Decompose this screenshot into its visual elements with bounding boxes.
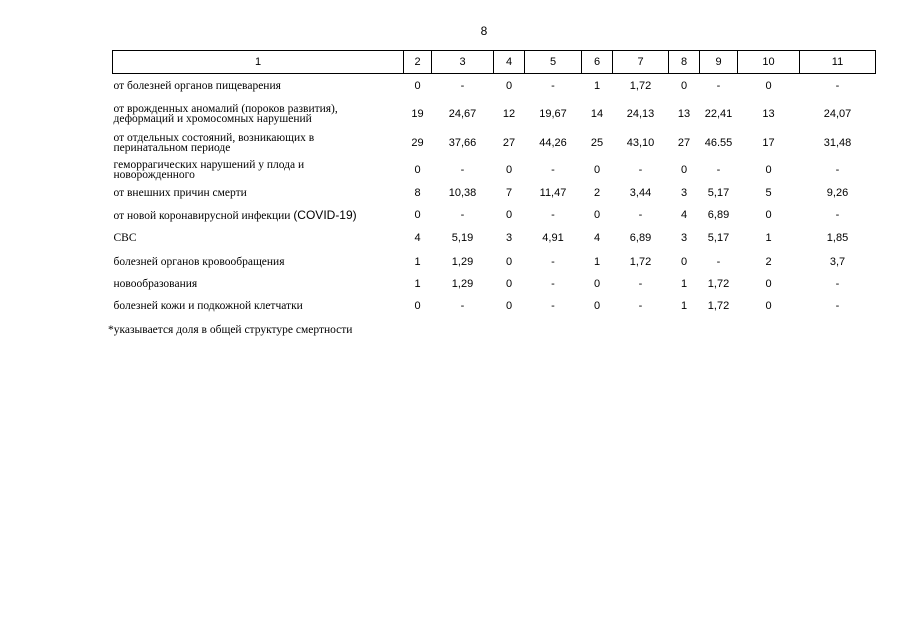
cell-col-4: 12 xyxy=(502,107,516,120)
row-label xyxy=(113,99,404,129)
cell-col-8: 3 xyxy=(680,232,688,244)
cell-col-2: 0 xyxy=(414,80,421,93)
cell-col-9: 5,17 xyxy=(707,187,730,199)
cell-col-8: 13 xyxy=(677,107,691,120)
cell-col-7: 3,44 xyxy=(629,187,652,199)
cell-col-11: - xyxy=(835,277,840,290)
cell-col-4: 0 xyxy=(505,300,513,312)
cell-col-6: 4 xyxy=(593,232,601,244)
cell-col-3: - xyxy=(460,300,465,312)
row-label xyxy=(113,226,404,251)
column-header-3: 3 xyxy=(432,51,494,74)
cell-col-10: 0 xyxy=(765,163,772,176)
cell-col-11: - xyxy=(835,300,840,312)
cell-col-2: 19 xyxy=(411,107,424,120)
cell-col-5: - xyxy=(551,277,555,290)
cell-col-11: - xyxy=(835,209,840,221)
cell-col-10: 0 xyxy=(765,80,772,93)
cell-col-9: 5,17 xyxy=(707,232,730,244)
cell-col-8: 0 xyxy=(680,80,688,93)
cell-col-5: - xyxy=(551,255,555,268)
table-row xyxy=(113,226,876,251)
cell-col-11: 24,07 xyxy=(823,107,852,120)
column-header-9: 9 xyxy=(700,51,738,74)
row-label-line: болезней кожи и подкожной клетчатки xyxy=(113,300,303,312)
cell-col-2: 0 xyxy=(414,209,421,221)
cell-col-6: 1 xyxy=(593,255,601,268)
column-header-10: 10 xyxy=(738,51,800,74)
cell-col-3: 10,38 xyxy=(448,187,477,199)
cell-col-10: 1 xyxy=(765,232,772,244)
cell-col-11: 1,85 xyxy=(826,232,849,244)
cell-col-4: 27 xyxy=(502,137,516,149)
table-row xyxy=(113,273,876,295)
row-label-line: от новой коронавирусной инфекции xyxy=(113,209,294,222)
cell-col-7: 24,13 xyxy=(626,107,655,120)
cell-col-9: - xyxy=(716,163,721,176)
column-header-5: 5 xyxy=(525,51,582,74)
cell-col-3: 1,29 xyxy=(451,255,474,268)
row-label xyxy=(113,74,404,99)
table-row xyxy=(113,295,876,318)
cell-col-11: 31,48 xyxy=(823,137,852,149)
column-header-2: 2 xyxy=(404,51,432,74)
cell-col-6: 14 xyxy=(590,107,604,120)
row-label-line: от болезней органов пищеварения xyxy=(113,80,281,93)
table-row xyxy=(113,205,876,226)
cell-col-3: 37,66 xyxy=(448,137,477,149)
cell-col-6: 1 xyxy=(593,80,601,93)
cell-col-2: 29 xyxy=(411,137,424,149)
cell-col-10: 0 xyxy=(765,300,772,312)
column-header-11: 11 xyxy=(800,51,876,74)
column-header-7: 7 xyxy=(613,51,669,74)
cell-col-8: 4 xyxy=(680,209,688,221)
row-label-line: СВС xyxy=(113,232,137,244)
cell-col-8: 0 xyxy=(680,255,688,268)
cell-col-7: - xyxy=(638,300,643,312)
row-label-line: геморрагических нарушений у плода и xyxy=(113,158,305,171)
cell-col-4: 0 xyxy=(505,255,513,268)
cell-col-11: - xyxy=(835,163,840,176)
cell-col-4: 0 xyxy=(505,80,513,93)
cell-col-6: 0 xyxy=(593,209,601,221)
mortality-table xyxy=(112,50,876,318)
cell-col-5: - xyxy=(551,163,555,176)
cell-col-9: 1,72 xyxy=(707,300,730,312)
cell-col-9: - xyxy=(716,255,721,268)
cell-col-10: 5 xyxy=(765,187,772,199)
cell-col-7: 43,10 xyxy=(626,137,655,149)
column-header-6: 6 xyxy=(582,51,613,74)
cell-col-5: - xyxy=(551,209,555,221)
cell-col-11: - xyxy=(835,80,840,93)
table-body xyxy=(113,74,876,318)
cell-col-5: - xyxy=(551,80,555,93)
cell-col-8: 1 xyxy=(680,277,688,290)
cell-col-7: 1,72 xyxy=(629,255,652,268)
row-label-line: от внешних причин смерти xyxy=(113,187,247,199)
row-label-line: от врожденных аномалий (пороков развития), xyxy=(113,102,338,115)
table-header-row xyxy=(113,51,876,74)
row-label-extra: (COVID-19) xyxy=(293,207,357,222)
page-number: 8 xyxy=(480,24,488,38)
cell-col-9: - xyxy=(716,80,721,93)
cell-col-10: 17 xyxy=(762,137,775,149)
row-label xyxy=(113,251,404,273)
cell-col-10: 0 xyxy=(765,209,772,221)
cell-col-4: 0 xyxy=(505,277,513,290)
cell-col-11: 9,26 xyxy=(826,187,849,199)
row-label-line: новообразования xyxy=(113,277,198,290)
table-row xyxy=(113,74,876,99)
cell-col-6: 25 xyxy=(590,137,604,149)
cell-col-5: - xyxy=(551,300,555,312)
row-label-line: новорожденного xyxy=(113,168,195,181)
cell-col-4: 7 xyxy=(505,187,513,199)
row-label-line: деформаций и хромосомных нарушений xyxy=(113,112,312,125)
cell-col-6: 2 xyxy=(593,187,601,199)
cell-col-9: 6,89 xyxy=(707,209,730,221)
cell-col-2: 0 xyxy=(414,163,421,176)
row-label-line: от отдельных состояний, возникающих в xyxy=(113,132,315,144)
cell-col-7: 1,72 xyxy=(629,80,652,93)
footnote: *указывается доля в общей структуре смертности xyxy=(108,324,353,336)
row-label-line: перинатальном периоде xyxy=(113,142,231,154)
row-label xyxy=(113,182,404,205)
cell-col-7: - xyxy=(638,209,643,221)
cell-col-7: - xyxy=(638,277,643,290)
cell-col-3: - xyxy=(460,209,465,221)
cell-col-9: 1,72 xyxy=(707,277,730,290)
cell-col-3: 24,67 xyxy=(448,107,477,120)
table-row xyxy=(113,129,876,158)
cell-col-10: 13 xyxy=(762,107,775,120)
table-row xyxy=(113,251,876,273)
cell-col-7: - xyxy=(638,163,643,176)
cell-col-6: 0 xyxy=(593,277,601,290)
cell-col-4: 3 xyxy=(505,232,513,244)
cell-col-2: 4 xyxy=(414,232,421,244)
cell-col-10: 0 xyxy=(765,277,772,290)
cell-col-5: 19,67 xyxy=(539,107,567,120)
cell-col-3: 5,19 xyxy=(451,232,474,244)
cell-col-5: 44,26 xyxy=(539,137,567,149)
cell-col-3: 1,29 xyxy=(451,277,474,290)
cell-col-8: 0 xyxy=(680,163,688,176)
row-label xyxy=(113,295,404,318)
row-label xyxy=(113,205,404,226)
column-header-4: 4 xyxy=(494,51,525,74)
cell-col-11: 3,7 xyxy=(829,255,846,268)
cell-col-2: 8 xyxy=(414,187,421,199)
cell-col-2: 1 xyxy=(414,277,421,290)
row-label xyxy=(113,129,404,158)
cell-col-7: 6,89 xyxy=(629,232,652,244)
column-header-1: 1 xyxy=(113,51,404,74)
cell-col-4: 0 xyxy=(505,163,513,176)
cell-col-10: 2 xyxy=(765,255,772,268)
table-row xyxy=(113,158,876,182)
cell-col-8: 27 xyxy=(677,137,691,149)
cell-col-3: - xyxy=(460,163,465,176)
cell-col-2: 0 xyxy=(414,300,421,312)
cell-col-9: 46.55 xyxy=(704,137,733,149)
cell-col-5: 4,91 xyxy=(542,232,564,244)
cell-col-3: - xyxy=(460,80,465,93)
row-label xyxy=(113,158,404,182)
cell-col-6: 0 xyxy=(593,300,601,312)
table-row xyxy=(113,182,876,205)
column-header-8: 8 xyxy=(669,51,700,74)
cell-col-4: 0 xyxy=(505,209,513,221)
row-label xyxy=(113,273,404,295)
cell-col-6: 0 xyxy=(593,163,601,176)
cell-col-8: 3 xyxy=(680,187,688,199)
table-row xyxy=(113,99,876,129)
cell-col-5: 11,47 xyxy=(539,187,567,199)
cell-col-8: 1 xyxy=(680,300,688,312)
row-label-line: болезней органов кровообращения xyxy=(113,255,285,268)
cell-col-2: 1 xyxy=(414,255,421,268)
cell-col-9: 22,41 xyxy=(704,107,733,120)
